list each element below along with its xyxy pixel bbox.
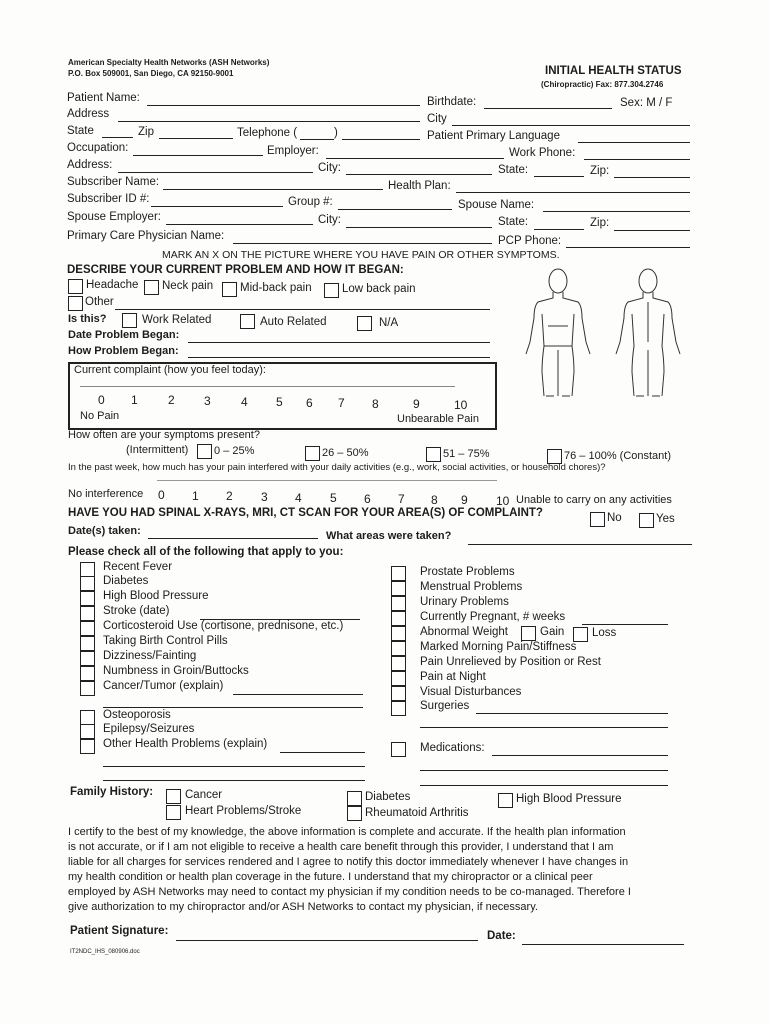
interference-num-1[interactable]: 1 [192, 489, 199, 503]
state3-field[interactable] [534, 229, 584, 230]
cond-dizziness-label: Dizziness/Fainting [103, 650, 197, 662]
patient-name-field[interactable] [147, 105, 420, 106]
pain-num-1[interactable]: 1 [131, 393, 138, 407]
how-began-field[interactable] [188, 357, 490, 358]
date-began-field[interactable] [188, 342, 490, 343]
label-zip3: Zip: [590, 217, 610, 229]
cond-birth-control-label: Taking Birth Control Pills [103, 635, 228, 647]
freq-26-50-label: 26 – 50% [322, 447, 369, 459]
telephone-paren: ) [334, 127, 338, 139]
other-checkbox[interactable] [68, 296, 83, 311]
label-address: Address [67, 108, 110, 120]
cond-surgeries-label: Surgeries [420, 700, 470, 712]
family-heart-checkbox[interactable] [166, 805, 181, 820]
label-pcp-phone: PCP Phone: [498, 235, 562, 247]
other-health-field[interactable] [280, 752, 365, 753]
freq-0-25-checkbox[interactable] [197, 444, 212, 459]
signature-label: Patient Signature: [70, 925, 169, 937]
cond-menstrual-label: Menstrual Problems [420, 581, 523, 593]
occupation-field[interactable] [133, 155, 263, 156]
cond-birth-control-checkbox[interactable] [80, 636, 95, 651]
cond-numbness-label: Numbness in Groin/Buttocks [103, 665, 249, 677]
mid-back-pain-label: Mid-back pain [240, 282, 312, 294]
state2-field[interactable] [534, 176, 584, 177]
label-city2: City: [318, 162, 341, 174]
dates-taken-field[interactable] [148, 538, 318, 539]
pcp-phone-field[interactable] [566, 247, 690, 248]
family-ra-checkbox[interactable] [347, 806, 362, 821]
cond-pain-unrelieved-label: Pain Unrelieved by Position or Rest [420, 656, 601, 668]
label-zip2: Zip: [590, 165, 610, 177]
pcp-name-field[interactable] [233, 243, 492, 244]
work-related-checkbox[interactable] [122, 313, 137, 328]
cond-recent-fever-label: Recent Fever [103, 561, 173, 573]
cond-surgeries-checkbox[interactable] [391, 701, 406, 716]
zip2-field[interactable] [614, 177, 690, 178]
cond-other-health-label: Other Health Problems (explain) [103, 738, 268, 750]
interference-question: In the past week, how much has your pain interfered with your daily activities (e.g., work, social activities, or household chores)? [68, 462, 606, 473]
imaging-no-label: No [607, 512, 622, 524]
cond-prostate-label: Prostate Problems [420, 566, 515, 578]
problem-heading: DESCRIBE YOUR CURRENT PROBLEM AND HOW IT BEGAN: [67, 264, 404, 276]
group-field[interactable] [338, 209, 452, 210]
imaging-question: HAVE YOU HAD SPINAL X-RAYS, MRI, CT SCAN FOR YOUR AREA(S) OF COMPLAINT? [68, 507, 543, 519]
signature-date-field[interactable] [522, 944, 684, 945]
cond-morning-pain-label: Marked Morning Pain/Stiffness [420, 641, 577, 653]
label-subscriber-id: Subscriber ID #: [67, 193, 150, 205]
na-label: N/A [379, 317, 399, 329]
address-field[interactable] [118, 121, 420, 122]
family-cancer-label: Cancer [185, 789, 223, 801]
pain-num-10[interactable]: 10 [454, 398, 468, 412]
work-related-label: Work Related [142, 314, 212, 326]
other-health-field-3[interactable] [103, 780, 365, 781]
label-state: State [67, 125, 94, 137]
label-sex[interactable]: Sex: M / F [620, 97, 673, 109]
headache-label: Headache [86, 279, 139, 291]
na-checkbox[interactable] [357, 316, 372, 331]
cond-osteoporosis-label: Osteoporosis [103, 709, 171, 721]
cond-pain-night-checkbox[interactable] [391, 671, 406, 686]
label-city3: City: [318, 214, 341, 226]
loss-label: Loss [592, 627, 617, 639]
cond-diabetes-label: Diabetes [103, 575, 149, 587]
area-code-field[interactable] [300, 139, 334, 140]
low-back-pain-label: Low back pain [342, 283, 416, 295]
family-diabetes-label: Diabetes [365, 791, 411, 803]
cond-visual-checkbox[interactable] [391, 686, 406, 701]
cond-cancer-label: Cancer/Tumor (explain) [103, 680, 224, 692]
interference-num-10[interactable]: 10 [496, 494, 510, 508]
imaging-yes-label: Yes [656, 513, 675, 525]
telephone-field[interactable] [342, 139, 420, 140]
interference-num-5[interactable]: 5 [330, 491, 337, 505]
cond-epilepsy-label: Epilepsy/Seizures [103, 723, 195, 735]
cond-pain-night-label: Pain at Night [420, 671, 486, 683]
pain-scale-line[interactable] [80, 386, 455, 387]
cond-dizziness-checkbox[interactable] [80, 651, 95, 666]
body-diagram[interactable] [520, 262, 700, 402]
other-health-field-2[interactable] [103, 766, 365, 767]
neck-pain-label: Neck pain [162, 280, 214, 292]
dates-taken-label: Date(s) taken: [68, 525, 141, 537]
zip-field[interactable] [159, 138, 233, 139]
form-subtitle: (Chiropractic) Fax: 877.304.2746 [541, 80, 664, 89]
pain-scale-high: Unbearable Pain [397, 413, 479, 425]
cond-morning-pain-checkbox[interactable] [391, 641, 406, 656]
neck-pain-checkbox[interactable] [144, 280, 159, 295]
cert-line-3: liable for all charges for services rendered and I agree to notify this doctor immediately whenever I have changes in [68, 856, 629, 868]
cond-cancer-checkbox[interactable] [80, 681, 95, 696]
cond-pregnant-label: Currently Pregnant, # weeks [420, 611, 566, 623]
frequency-intermittent: (Intermittent) [126, 444, 189, 456]
cert-line-5: employed by ASH Networks may need to contact my physician if my condition needs to be co-managed. Therefore I [68, 886, 631, 898]
cond-medications-checkbox[interactable] [391, 742, 406, 757]
interference-num-7[interactable]: 7 [398, 492, 405, 506]
back-body-figure [616, 269, 680, 396]
city2-field[interactable] [346, 174, 492, 175]
cond-stroke-label: Stroke (date) [103, 605, 170, 617]
interference-num-4[interactable]: 4 [295, 491, 302, 505]
gain-checkbox[interactable] [521, 626, 536, 641]
conditions-heading: Please check all of the following that apply to you: [68, 546, 344, 558]
mark-instruction: MARK AN X ON THE PICTURE WHERE YOU HAVE PAIN OR OTHER SYMPTOMS. [162, 249, 560, 261]
pain-num-9[interactable]: 9 [413, 397, 420, 411]
address2-field[interactable] [118, 172, 313, 173]
imaging-yes-checkbox[interactable] [639, 513, 654, 528]
cond-visual-label: Visual Disturbances [420, 686, 522, 698]
label-birthdate: Birthdate: [427, 96, 477, 108]
subscriber-name-field[interactable] [163, 189, 383, 190]
auto-related-label: Auto Related [260, 316, 327, 328]
label-group: Group #: [288, 196, 333, 208]
label-pcp-name: Primary Care Physician Name: [67, 230, 225, 242]
imaging-no-checkbox[interactable] [590, 512, 605, 527]
pregnant-weeks-field[interactable] [582, 624, 668, 625]
city-field[interactable] [452, 125, 690, 126]
cancer-explain-field[interactable] [233, 694, 363, 695]
label-language: Patient Primary Language [427, 130, 560, 142]
pain-num-7[interactable]: 7 [338, 396, 345, 410]
cond-stroke-checkbox[interactable] [80, 606, 95, 621]
label-zip: Zip [138, 126, 154, 138]
health-plan-field[interactable] [456, 192, 690, 193]
surgeries-field[interactable] [476, 713, 668, 714]
cond-urinary-checkbox[interactable] [391, 596, 406, 611]
label-health-plan: Health Plan: [388, 180, 451, 192]
label-state2: State: [498, 164, 529, 176]
loss-checkbox[interactable] [573, 627, 588, 642]
spouse-employer-field[interactable] [166, 224, 313, 225]
work-phone-field[interactable] [584, 159, 690, 160]
interference-num-2[interactable]: 2 [226, 489, 233, 503]
org-address: P.O. Box 509001, San Diego, CA 92150-9001 [68, 69, 234, 78]
interference-high: Unable to carry on any activities [516, 494, 672, 506]
interference-num-0[interactable]: 0 [158, 488, 165, 502]
family-diabetes-checkbox[interactable] [347, 791, 362, 806]
medications-field-2[interactable] [420, 770, 668, 771]
interference-num-6[interactable]: 6 [364, 492, 371, 506]
low-back-pain-checkbox[interactable] [324, 283, 339, 298]
cond-numbness-checkbox[interactable] [80, 666, 95, 681]
medications-field-3[interactable] [420, 785, 668, 786]
mid-back-pain-checkbox[interactable] [222, 282, 237, 297]
areas-taken-label: What areas were taken? [326, 530, 452, 542]
interference-num-3[interactable]: 3 [261, 490, 268, 504]
cert-line-1: I certify to the best of my knowledge, the above information is complete and accurate. If the health plan information [68, 826, 626, 838]
cancer-explain-field-2[interactable] [103, 707, 363, 708]
label-work-phone: Work Phone: [509, 147, 576, 159]
cond-hbp-label: High Blood Pressure [103, 590, 209, 602]
freq-51-75-checkbox[interactable] [426, 447, 441, 462]
interference-low: No interference [68, 488, 144, 500]
state-field[interactable] [102, 137, 133, 138]
pain-num-4[interactable]: 4 [241, 395, 248, 409]
family-heart-label: Heart Problems/Stroke [185, 805, 302, 817]
interference-line[interactable] [157, 480, 497, 481]
cond-urinary-label: Urinary Problems [420, 596, 509, 608]
areas-taken-field[interactable] [468, 544, 692, 545]
headache-checkbox[interactable] [68, 279, 83, 294]
form-code: IT2NDC_IHS_080906.doc [70, 949, 140, 955]
birthdate-field[interactable] [484, 108, 612, 109]
auto-related-checkbox[interactable] [240, 314, 255, 329]
freq-26-50-checkbox[interactable] [305, 446, 320, 461]
family-history-label: Family History: [70, 786, 154, 798]
cert-line-2: is not accurate, or if I am not eligible to receive a health care benefit through this provider, I understand that I am [68, 841, 614, 853]
org-name: American Specialty Health Networks (ASH Networks) [68, 58, 270, 67]
cond-diabetes-checkbox[interactable] [80, 576, 95, 591]
cond-abnormal-weight-checkbox[interactable] [391, 626, 406, 641]
date-began-label: Date Problem Began: [68, 329, 180, 341]
other-label: Other [85, 296, 114, 308]
city3-field[interactable] [346, 227, 492, 228]
employer-field[interactable] [326, 158, 504, 159]
cond-recent-fever-checkbox[interactable] [80, 562, 95, 577]
front-body-figure [526, 269, 590, 396]
freq-76-100-label: 76 – 100% (Constant) [564, 450, 672, 462]
pain-num-2[interactable]: 2 [168, 393, 175, 407]
cond-hbp-checkbox[interactable] [80, 591, 95, 606]
family-ra-label: Rheumatoid Arthritis [365, 807, 469, 819]
pain-num-6[interactable]: 6 [306, 396, 313, 410]
label-patient-name: Patient Name: [67, 92, 140, 104]
cond-pain-unrelieved-checkbox[interactable] [391, 656, 406, 671]
family-hbp-checkbox[interactable] [498, 793, 513, 808]
label-subscriber-name: Subscriber Name: [67, 176, 160, 188]
freq-51-75-label: 51 – 75% [443, 448, 490, 460]
cond-osteoporosis-checkbox[interactable] [80, 710, 95, 725]
label-spouse-employer: Spouse Employer: [67, 211, 161, 223]
surgeries-field-2[interactable] [420, 727, 668, 728]
signature-field[interactable] [176, 940, 478, 941]
family-hbp-label: High Blood Pressure [516, 793, 622, 805]
language-field[interactable] [578, 142, 690, 143]
is-this-label: Is this? [68, 313, 107, 325]
label-state3: State: [498, 216, 529, 228]
other-field[interactable] [115, 309, 490, 310]
family-cancer-checkbox[interactable] [166, 789, 181, 804]
cond-abnormal-weight-label: Abnormal Weight [420, 626, 508, 638]
label-telephone: Telephone ( [237, 127, 298, 139]
label-occupation: Occupation: [67, 142, 129, 154]
frequency-question: How often are your symptoms present? [68, 429, 260, 441]
cert-line-4: my health condition or health plan coverage in the future. I understand that my chiropractor or a clinical peer [68, 871, 593, 883]
cond-corticosteroid-label: Corticosteroid Use (cortisone, prednisone, etc.) [103, 620, 344, 632]
medications-field[interactable] [492, 755, 668, 756]
cond-prostate-checkbox[interactable] [391, 566, 406, 581]
zip3-field[interactable] [614, 230, 690, 231]
label-address2: Address: [67, 159, 113, 171]
signature-date-label: Date: [487, 930, 516, 942]
pain-scale-label: Current complaint (how you feel today): [74, 364, 266, 376]
pain-num-3[interactable]: 3 [204, 394, 211, 408]
cond-pregnant-checkbox[interactable] [391, 611, 406, 626]
freq-0-25-label: 0 – 25% [214, 445, 255, 457]
medications-label: Medications: [420, 742, 485, 754]
cond-other-health-checkbox[interactable] [80, 739, 95, 754]
pain-num-0[interactable]: 0 [98, 393, 105, 407]
pain-num-8[interactable]: 8 [372, 397, 379, 411]
cond-epilepsy-checkbox[interactable] [80, 724, 95, 739]
interference-num-9[interactable]: 9 [461, 493, 468, 507]
cert-line-6: give authorization to my chiropractor and/or ASH Networks to contact my physician, if necessary. [68, 901, 538, 913]
interference-num-8[interactable]: 8 [431, 493, 438, 507]
subscriber-id-field[interactable] [151, 206, 283, 207]
cond-corticosteroid-checkbox[interactable] [80, 621, 95, 636]
pain-num-5[interactable]: 5 [276, 395, 283, 409]
form-title: INITIAL HEALTH STATUS [545, 65, 682, 77]
spouse-name-field[interactable] [543, 211, 690, 212]
cond-menstrual-checkbox[interactable] [391, 581, 406, 596]
how-began-label: How Problem Began: [68, 345, 179, 357]
label-city: City [427, 113, 447, 125]
label-employer: Employer: [267, 145, 319, 157]
gain-label: Gain [540, 626, 565, 638]
pain-scale-low: No Pain [80, 410, 120, 422]
label-spouse-name: Spouse Name: [458, 199, 535, 211]
